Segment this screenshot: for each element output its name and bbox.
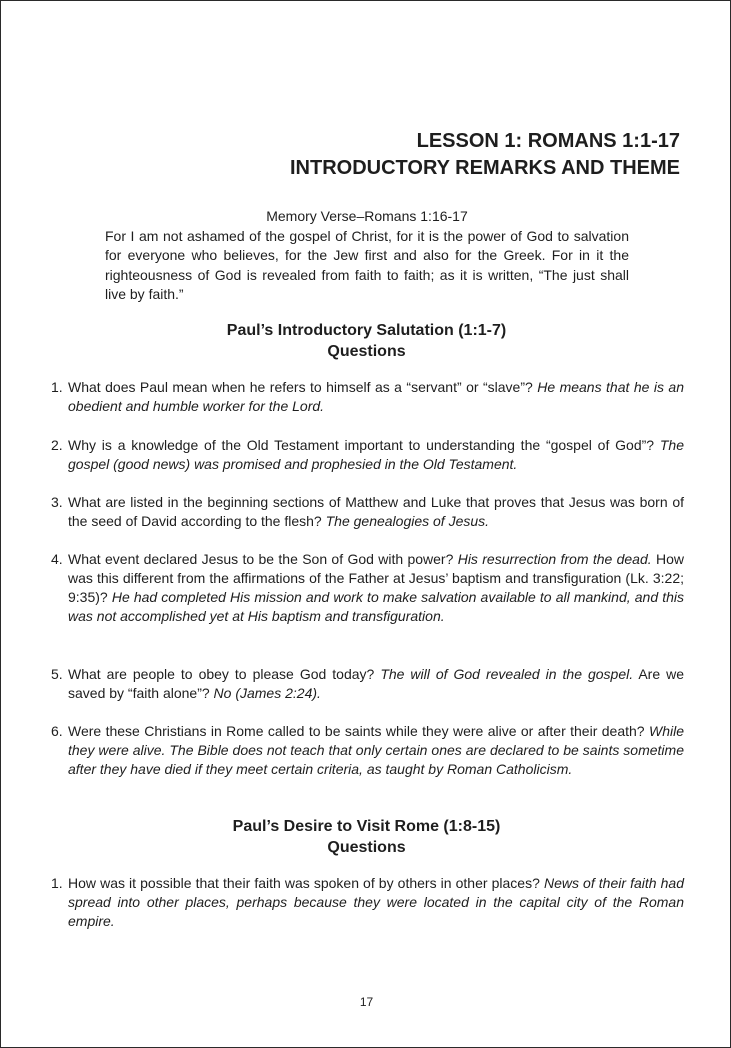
lesson-title: [290, 128, 680, 182]
section-subtitle: Questions: [327, 839, 406, 856]
question-body: [68, 378, 684, 416]
question-item: [51, 436, 684, 474]
question-item: [51, 493, 684, 531]
question-number: 4.: [51, 551, 63, 567]
question-number: 5.: [51, 666, 63, 682]
question-item: [51, 874, 684, 931]
answer-text: The will of God revealed in the gospel.: [380, 666, 634, 682]
question-item: [51, 722, 684, 779]
question-text: What are listed in the beginning sections of Matthew and Luke that proves that Jesus was born of the seed of David according to the flesh?: [68, 494, 684, 529]
question-body: [68, 722, 684, 779]
lesson-title-line1: LESSON 1: ROMANS 1:1-17: [416, 130, 680, 152]
answer-text: While they were alive. The Bible does not teach that only certain ones are declared to be saints sometime after they have died if they meet certain criteria, as taught by Roman Catholicism.: [68, 723, 684, 777]
question-text: What does Paul mean when he refers to himself as a “servant” or “slave”?: [68, 379, 533, 395]
answer-text: He means that he is an obedient and humble worker for the Lord.: [68, 379, 684, 414]
question-number: 1.: [51, 379, 63, 395]
answer-text: The genealogies of Jesus.: [325, 513, 490, 529]
question-item: [51, 378, 684, 416]
question-body: [68, 436, 684, 474]
question-text: Are we saved by “faith alone”?: [68, 666, 685, 701]
memory-verse: [105, 207, 629, 305]
question-text: How was this different from the affirmations of the Father at Jesus’ baptism and transfiguration (Lk. 3:22; 9:35)?: [68, 551, 684, 605]
question-text: Why is a knowledge of the Old Testament important to understanding the “gospel of God”?: [68, 437, 655, 453]
answer-text: No (James 2:24).: [213, 685, 321, 701]
question-body: [68, 665, 684, 703]
question-body: [68, 493, 684, 531]
question-text: What event declared Jesus to be the Son of God with power?: [68, 551, 454, 567]
question-number: 2.: [51, 437, 63, 453]
question-number: 3.: [51, 494, 63, 510]
question-number: 1.: [51, 875, 63, 891]
question-number: 6.: [51, 723, 63, 739]
answer-text: The gospel (good news) was promised and prophesied in the Old Testament.: [68, 437, 684, 472]
answer-text: He had completed His mission and work to make salvation available to all mankind, and this was not accomplished yet at His baptism and transfiguration.: [68, 589, 684, 624]
section-heading: [1, 816, 731, 858]
answer-text: News of their faith had spread into other places, perhaps because they were located in the capital city of the Roman empire.: [68, 875, 684, 929]
question-body: [68, 874, 684, 931]
question-body: [68, 550, 684, 626]
memory-verse-text: For I am not ashamed of the gospel of Christ, for it is the power of God to salvation for everyone who believes, for the Jew first and also for the Greek. For in it the righteousness of God is revealed from faith to faith; as it is written, “The just shall live by faith.”: [105, 227, 629, 302]
question-text: Were these Christians in Rome called to be saints while they were alive or after their death?: [68, 723, 645, 739]
section-heading: [1, 320, 731, 362]
section-subtitle: Questions: [327, 343, 406, 360]
question-item: [51, 550, 684, 626]
lesson-title-line2: INTRODUCTORY REMARKS AND THEME: [289, 157, 680, 179]
page-number: 17: [359, 995, 374, 1009]
section-title: Paul’s Introductory Salutation (1:1-7): [226, 322, 507, 339]
question-item: [51, 665, 684, 703]
section-title: Paul’s Desire to Visit Rome (1:8-15): [232, 818, 501, 835]
question-text: What are people to obey to please God today?: [68, 666, 375, 682]
memory-verse-heading: Memory Verse–Romans 1:16-17: [266, 208, 468, 224]
question-text: How was it possible that their faith was spoken of by others in other places?: [68, 875, 540, 891]
answer-text: His resurrection from the dead.: [457, 551, 652, 567]
